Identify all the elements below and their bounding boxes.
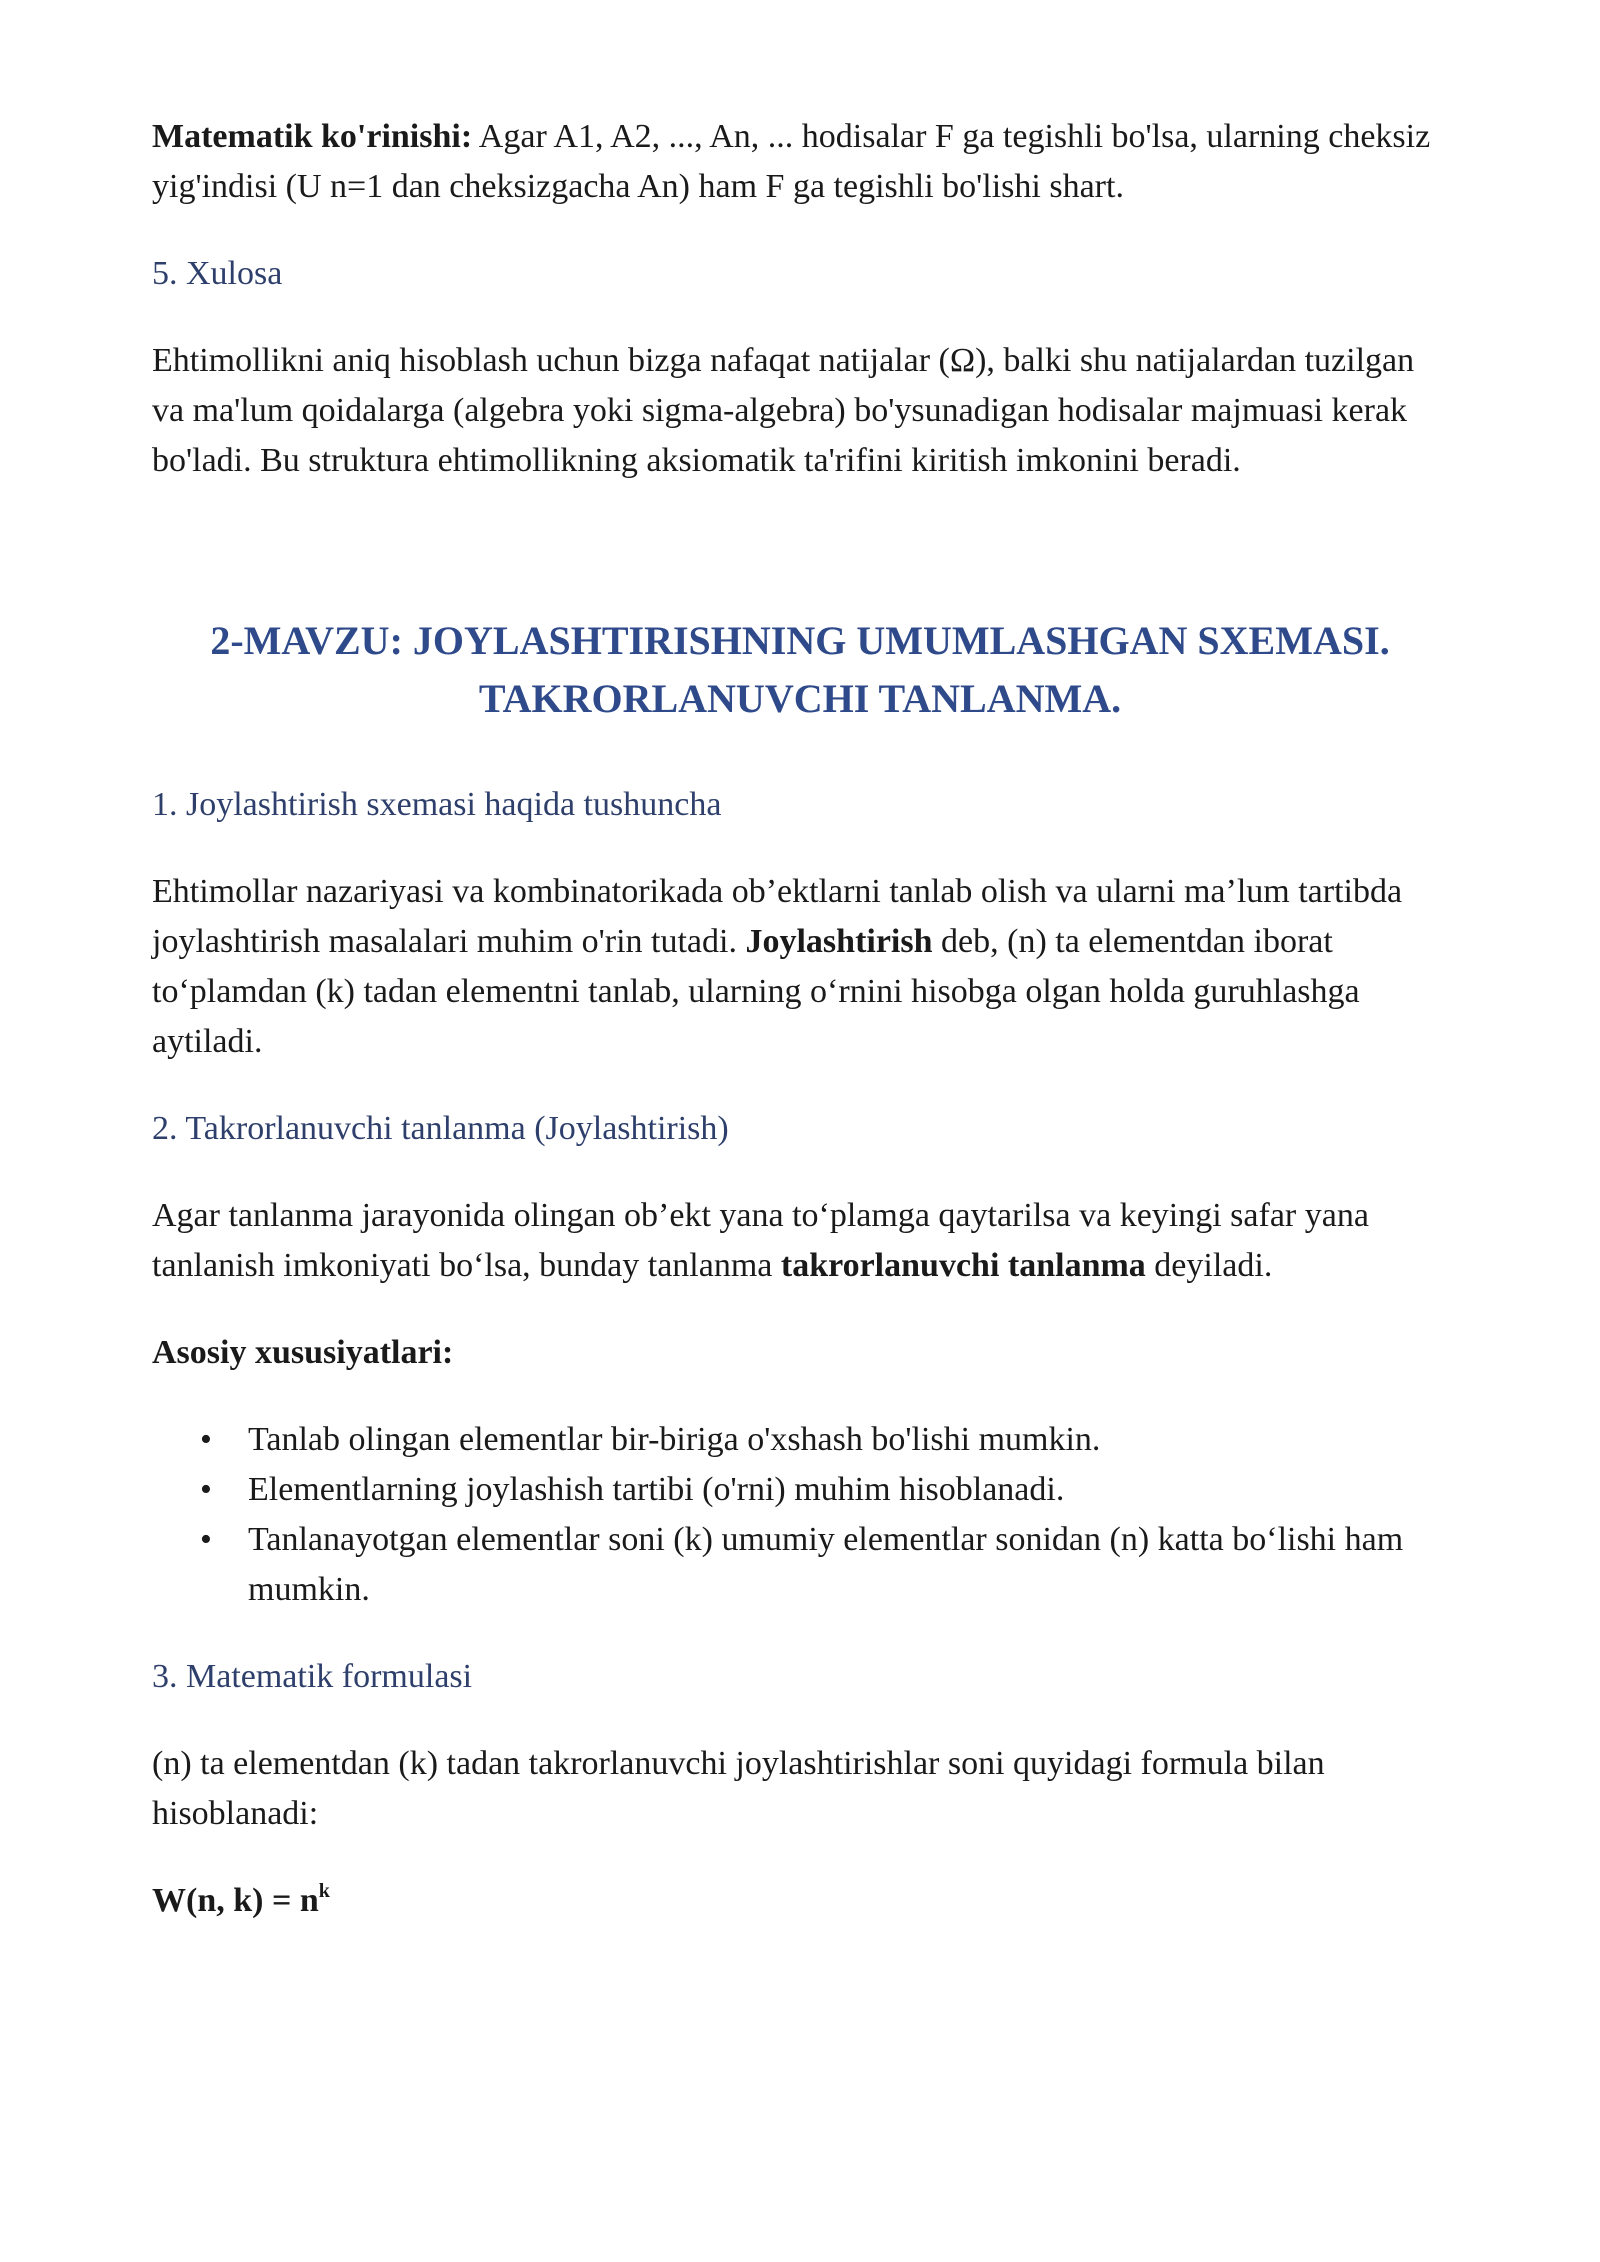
list-item: • Tanlanayotgan elementlar soni (k) umumiy elementlar sonidan (n) katta bo‘lishi ham mumkin. bbox=[152, 1515, 1448, 1615]
section-2-heading: 2. Takrorlanuvchi tanlanma (Joylashtirish) bbox=[152, 1110, 729, 1147]
intro-text: Agar A1, A2, ..., An, ... hodisalar F ga tegishli bo'lsa, ularning cheksiz yig'indisi (U n=1 dan cheksizgacha An) ham F ga tegishli bo'lishi shart. bbox=[152, 118, 1431, 205]
section-1-text-b: deb, (n) ta elementdan iborat to‘plamdan (k) tadan elementni tanlab, ularning o‘rnini hisobga olgan holda guruhlashga aytiladi. bbox=[152, 923, 1360, 1060]
intro-label: Matematik ko'rinishi: bbox=[152, 118, 473, 155]
list-item: • Elementlarning joylashish tartibi (o'rni) muhim hisoblanadi. bbox=[152, 1465, 1448, 1515]
section-5-paragraph: Ehtimollikni aniq hisoblash uchun bizga nafaqat natijalar (Ω), balki shu natijalardan tuzilgan va ma'lum qoidalarga (algebra yoki sigma-algebra) bo'ysunadigan hodisalar majmuasi kerak bo'ladi. Bu struktura ehtimollikning aksiomatik ta'rifini kiritish imkonini beradi. bbox=[152, 342, 1415, 479]
topic-title bbox=[152, 612, 1448, 728]
list-item: • Tanlab olingan elementlar bir-biriga o'xshash bo'lishi mumkin. bbox=[152, 1415, 1448, 1465]
section-3-paragraph: (n) ta elementdan (k) tadan takrorlanuvchi joylashtirishlar soni quyidagi formula bilan hisoblanadi: bbox=[152, 1745, 1325, 1832]
section-1-term: Joylashtirish bbox=[745, 923, 933, 960]
topic-title-line-1: 2-MAVZU: JOYLASHTIRISHNING UMUMLASHGAN SXEMASI. bbox=[210, 618, 1390, 663]
section-1-heading: 1. Joylashtirish sxemasi haqida tushuncha bbox=[152, 786, 722, 823]
formula bbox=[152, 1876, 1448, 1926]
section-1-paragraph bbox=[152, 867, 1448, 1067]
properties-list bbox=[152, 1415, 1448, 1615]
topic-title-line-2: TAKRORLANUVCHI TANLANMA. bbox=[478, 676, 1122, 721]
properties-heading bbox=[152, 1328, 1448, 1378]
intro-paragraph bbox=[152, 112, 1448, 212]
section-2-text-a: Agar tanlanma jarayonida olingan ob’ekt yana to‘plamga qaytarilsa va keyingi safar yana tanlanish imkoniyati bo‘lsa, bunday tanlanma bbox=[152, 1197, 1369, 1284]
formula-base: W(n, k) = n bbox=[152, 1882, 319, 1919]
section-2-text-b: deyiladi. bbox=[1145, 1247, 1273, 1284]
section-2-term: takrorlanuvchi tanlanma bbox=[780, 1247, 1146, 1284]
formula-exponent: k bbox=[318, 1880, 330, 1902]
section-1-text-a: Ehtimollar nazariyasi va kombinatorikada ob’ektlarni tanlab olish va ularni ma’lum tartibda joylashtirish masalalari muhim o'rin tutadi. bbox=[152, 873, 1403, 960]
section-3-heading: 3. Matematik formulasi bbox=[152, 1658, 473, 1695]
section-2-paragraph bbox=[152, 1191, 1448, 1291]
section-5-heading: 5. Xulosa bbox=[152, 255, 283, 292]
properties-heading-text: Asosiy xususiyatlari: bbox=[152, 1334, 454, 1371]
